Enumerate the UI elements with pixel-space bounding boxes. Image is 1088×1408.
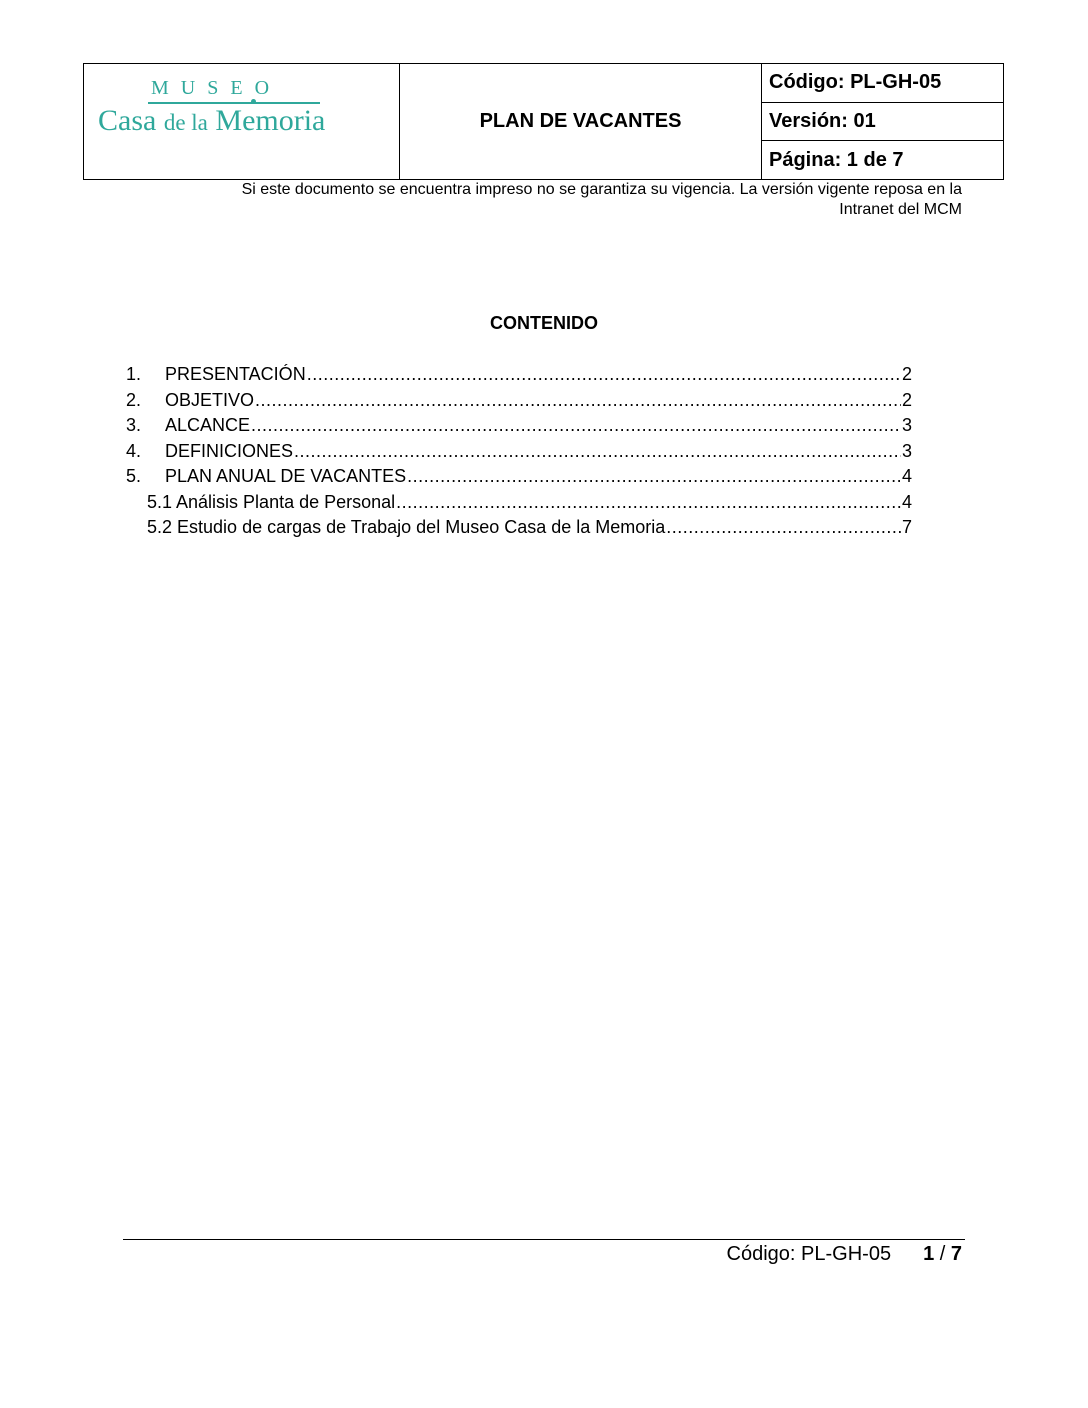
toc-item-definiciones[interactable] xyxy=(126,441,912,467)
toc-item-estudio-cargas[interactable] xyxy=(126,517,912,543)
toc-leader-dots xyxy=(396,492,901,513)
logo-name-text xyxy=(98,104,325,138)
toc-item-number: 4. xyxy=(126,440,142,461)
toc-leader-dots xyxy=(251,415,901,436)
toc-leader-dots xyxy=(294,441,901,462)
toc-item-alcance[interactable] xyxy=(126,415,912,441)
disclaimer-line-1: Si este documento se encuentra impreso no se garantiza su vigencia. La versión vigente reposa en la xyxy=(241,181,962,198)
museum-logo xyxy=(84,64,399,179)
toc-item-page: 2 xyxy=(901,364,912,384)
toc-item-page: 4 xyxy=(901,466,912,486)
footer-page-total: 7 xyxy=(950,1243,962,1265)
logo-museo-text: MUSEO xyxy=(151,77,282,99)
header-version: Versión: 01 xyxy=(762,102,1004,141)
toc-item-label: ALCANCE xyxy=(165,415,251,435)
toc-item-label: DEFINICIONES xyxy=(165,440,294,461)
logo-word-casa: Casa xyxy=(98,104,157,137)
toc-item-page: 3 xyxy=(901,415,912,435)
toc-heading: CONTENIDO xyxy=(490,313,598,333)
footer-code: Código: PL-GH-05 xyxy=(726,1243,892,1265)
toc-item-page: 2 xyxy=(901,389,912,410)
document-title: PLAN DE VACANTES xyxy=(400,64,762,180)
footer-page-current: 1 xyxy=(923,1243,935,1265)
footer-divider xyxy=(123,1239,965,1240)
toc-item-label: 5.2 Estudio de cargas de Trabajo del Museo Casa de la Memoria xyxy=(147,517,666,537)
table-of-contents xyxy=(126,364,912,543)
toc-item-objetivo[interactable] xyxy=(126,390,912,416)
toc-item-number: 3. xyxy=(126,415,142,435)
toc-leader-dots xyxy=(307,364,901,385)
header-codigo: Código: PL-GH-05 xyxy=(762,64,1004,103)
toc-item-page: 3 xyxy=(901,440,912,461)
header-pagina: Página: 1 de 7 xyxy=(762,141,1004,180)
toc-item-plan-anual[interactable] xyxy=(126,466,912,492)
logo-cell xyxy=(84,64,400,180)
toc-item-analisis-planta[interactable] xyxy=(126,492,912,518)
toc-item-label: PLAN ANUAL DE VACANTES xyxy=(165,466,407,486)
page-footer xyxy=(600,1243,962,1266)
toc-item-number: 1. xyxy=(126,364,142,384)
logo-word-memoria: Memoria xyxy=(215,104,326,137)
toc-item-presentacion[interactable] xyxy=(126,364,912,390)
disclaimer-line-2: Intranet del MCM xyxy=(839,201,962,218)
toc-item-label: 5.1 Análisis Planta de Personal xyxy=(147,491,396,512)
toc-leader-dots xyxy=(407,466,901,487)
toc-item-number: 2. xyxy=(126,389,142,410)
toc-item-label: PRESENTACIÓN xyxy=(165,364,306,384)
toc-item-page: 4 xyxy=(901,491,912,512)
footer-page-separator: / xyxy=(934,1243,951,1265)
toc-item-number: 5. xyxy=(126,466,142,486)
validity-disclaimer xyxy=(120,180,962,220)
toc-leader-dots xyxy=(255,390,901,411)
document-header xyxy=(83,63,1004,180)
logo-word-de-la: de la xyxy=(163,110,208,135)
toc-item-page: 7 xyxy=(901,517,912,537)
toc-item-label: OBJETIVO xyxy=(165,389,255,410)
toc-leader-dots xyxy=(666,517,901,538)
